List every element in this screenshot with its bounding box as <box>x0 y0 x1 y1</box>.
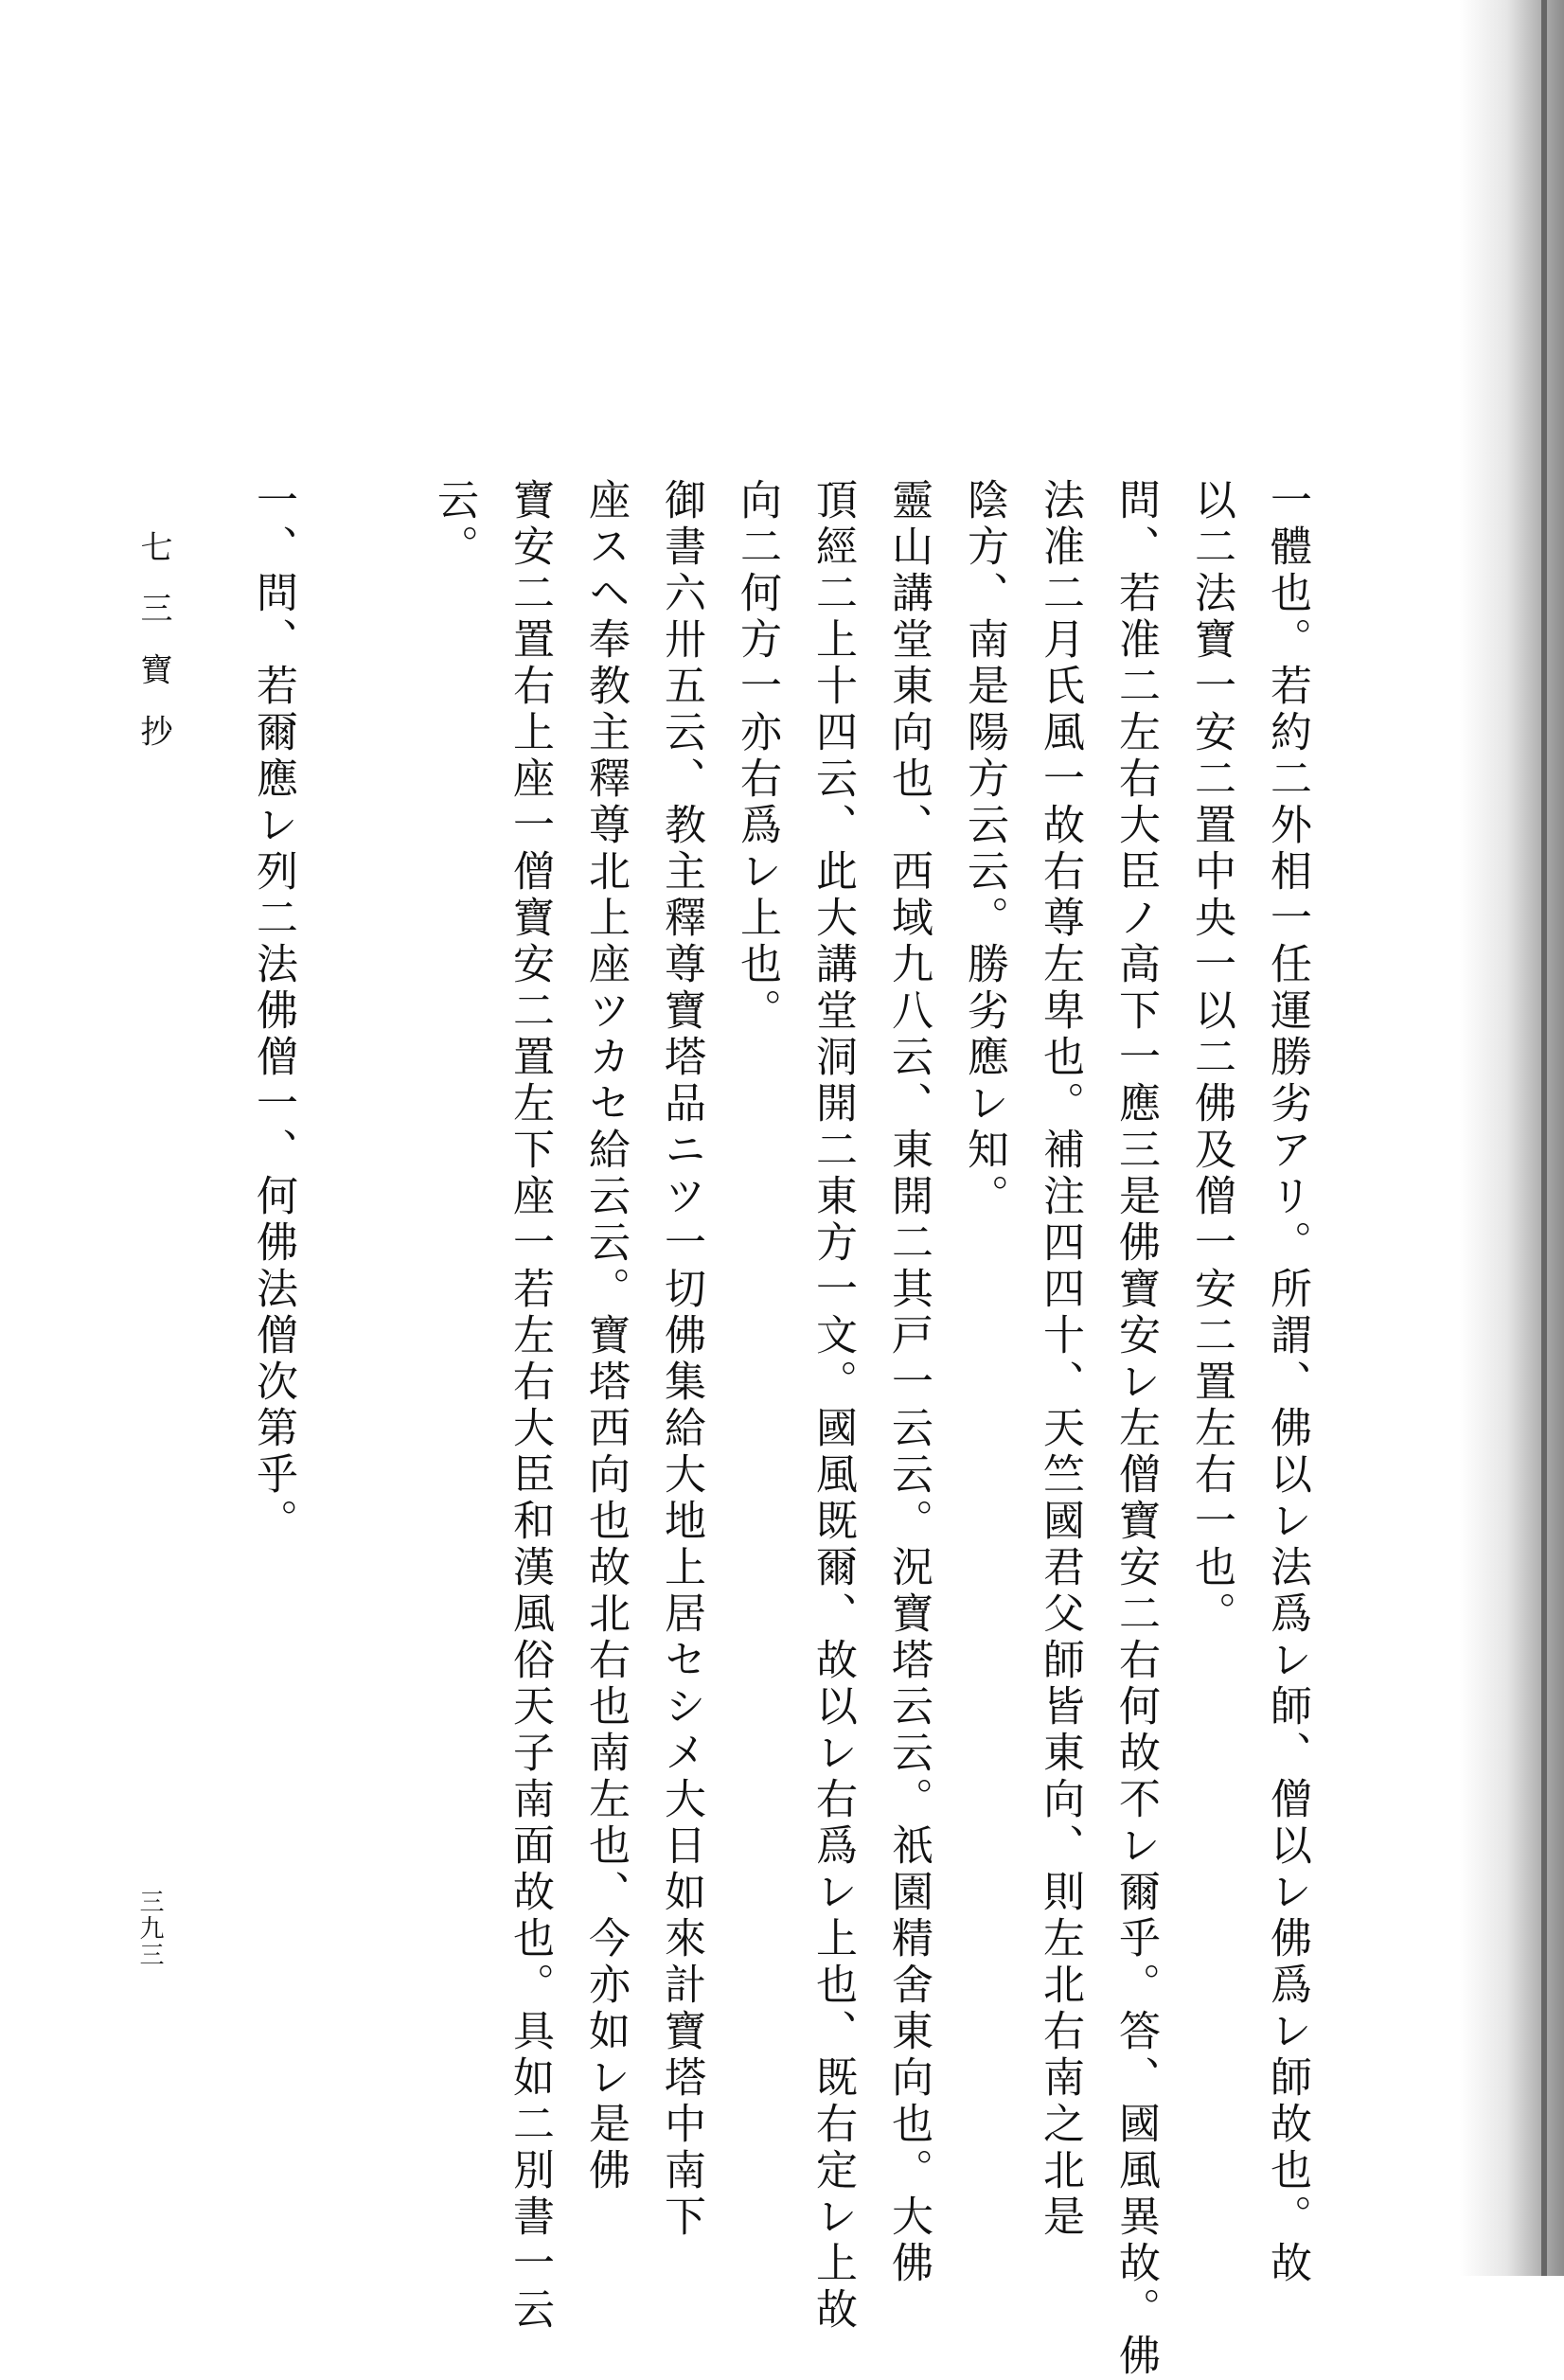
text-line-3: 問、若准二左右大臣ノ高下一應三是佛寶安レ左僧寶安二右何故不レ爾乎。答、國風異故。佛 <box>1111 478 1160 2380</box>
text-line-9: 御書六卅五云、教主釋尊寶塔品ニツ一切佛集給大地上居セシメ大日如來計寶塔中南下 <box>657 478 705 2241</box>
text-line-7: 頂經二上十四云、此大講堂洞開二東方一文。國風既爾、故以レ右爲レ上也、既右定レ上故 <box>809 478 857 2334</box>
text-line-1: 一體也。若約二外相一任運勝劣アリ。所謂、佛以レ法爲レ師、僧以レ佛爲レ師故也。故 <box>1263 478 1311 2287</box>
text-line-8: 向二何方一亦右爲レ上也。 <box>733 478 781 1035</box>
text-line-4: 法准二月氏風一故右尊左卑也。補注四四十、天竺國君父師皆東向、則左北右南之北是 <box>1036 478 1084 2241</box>
text-line-13: 一、問、若爾應レ列二法佛僧一、何佛法僧次第乎。 <box>249 478 297 1545</box>
text-line-5: 陰方、南是陽方云云。勝劣應レ知。 <box>960 478 1008 1220</box>
text-line-6: 靈山講堂東向也、西域九八云、東開二其戸一云云。況寶塔云云。祇園精舍東向也。大佛 <box>884 478 933 2287</box>
text-line-12: 云。 <box>430 478 478 571</box>
text-line-2: 以二法寶一安二置中央一以二佛及僧一安二置左右一也。 <box>1187 478 1235 1638</box>
text-line-10: 座スヘ奉教主釋尊北上座ツカセ給云云。寶塔西向也故北右也南左也、今亦如レ是佛 <box>581 478 630 2194</box>
text-line-11: 寶安二置右上座一僧寶安二置左下座一若左右大臣和漢風俗天子南面故也。具如二別書一云 <box>506 478 554 2334</box>
page-number: 三九三 <box>135 1889 164 1968</box>
running-header-title: 七 三 寶 抄 <box>134 530 172 756</box>
scanned-page-edge <box>1460 0 1564 2276</box>
